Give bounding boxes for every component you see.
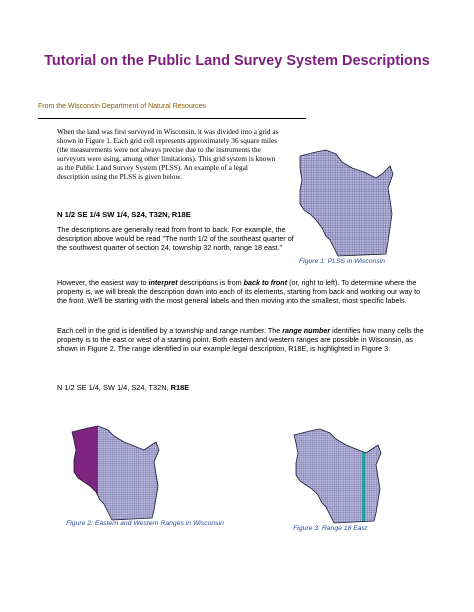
figure-1-map <box>278 144 418 264</box>
legal-description-highlighted: N 1/2 SE 1/4, SW 1/4, S24, T32N, R18E <box>57 383 190 392</box>
interpretation-paragraph: However, the easiest way to interpret descriptions is from back to front (or, right to left). To determine where the property is, we will break the description down into each of its elements, starting from back and working our way to the front. We'll be starting with the most general labels and then moving into the smallest, most specific labels. <box>57 278 421 305</box>
page-title: Tutorial on the Public Land Survey System Descriptions <box>44 53 430 69</box>
range-18-east-highlight <box>362 425 365 525</box>
intro-paragraph: When the land was first surveyed in Wisconsin, it was divided into a grid as shown in Figure 1. Each grid cell represents approximately 36 square miles (the measurements were not always precise due to the instruments the surveyors were using, among other limitations). This grid system is known as the Public Land Survey System (PLSS). An example of a legal description using the PLSS is given below. <box>57 127 279 181</box>
figure-3-map <box>284 425 404 525</box>
divider <box>38 118 306 119</box>
western-ranges-highlight <box>62 422 98 522</box>
range-paragraph: Each cell in the grid is identified by a township and range number. The range number identifies how many cells the property is to the east or west of a starting point. Both eastern and western ranges are possible in Wisconsin, as shown in Figure 2. The range identified in our example legal description, R18E, is highlighted in Figure 3. <box>57 326 424 353</box>
figure-2-map <box>62 422 182 522</box>
source-line: From the Wisconsin Department of Natural Resources <box>38 103 207 110</box>
wisconsin-shape <box>300 150 393 256</box>
legal-description: N 1/2 SE 1/4 SW 1/4, S24, T32N, R18E <box>57 210 191 219</box>
figure-2-caption: Figure 2: Eastern and Western Ranges in Wisconsin <box>66 520 224 527</box>
figure-3-caption: Figure 3: Range 18 East <box>293 525 367 532</box>
figure-1-caption: Figure 1: PLSS in Wisconsin <box>298 258 386 265</box>
reading-paragraph: The descriptions are generally read from front to back. For example, the description above would be read "The north 1/2 of the southeast quarter of the southwest quarter of section 24, township 32 north, range 18 east." <box>57 225 294 252</box>
